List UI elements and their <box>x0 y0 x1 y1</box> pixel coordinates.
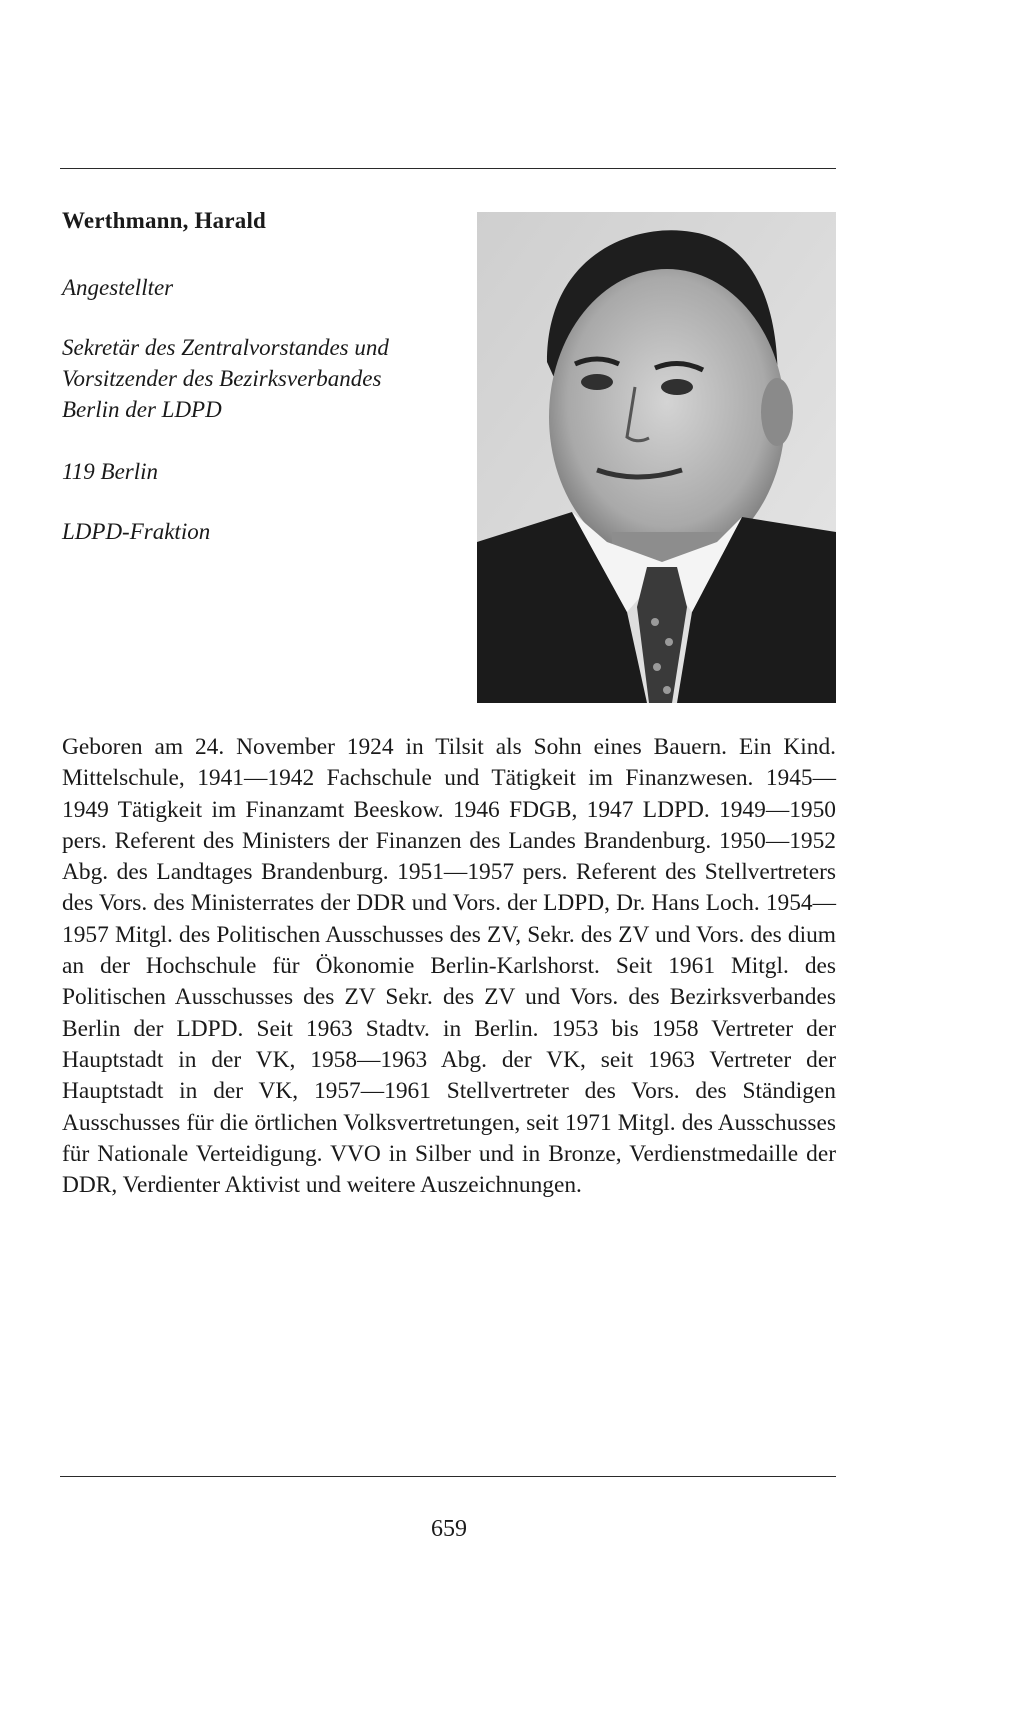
bottom-rule <box>60 1476 836 1477</box>
biography-text: Geboren am 24. November 1924 in Tilsit als Sohn eines Bauern. Ein Kind. Mittelschule, 1941—1942 Fachschule und Tätigkeit im Finanzwesen. 1945—1949 Tätigkeit im Finanzamt Beeskow. 1946 FDGB, 1947 LDPD. 1949—1950 pers. Referent des Ministers der Finanzen des Landes Brandenburg. 1950—1952 Abg. des Landtages Brandenburg. 1951—1957 pers. Referent des Stellvertreters des Vors. des Ministerrates der DDR und Vors. der LDPD, Dr. Hans Loch. 1954—1957 Mitgl. des Politischen Ausschusses des ZV, Sekr. des ZV und Vors. des dium an der Hochschule für Ökonomie Berlin-Karlshorst. Seit 1961 Mitgl. des Politischen Ausschusses des ZV Sekr. des ZV und Vors. des Bezirksverbandes Berlin der LDPD. Seit 1963 Stadtv. in Berlin. 1953 bis 1958 Vertreter der Hauptstadt in der VK, 1958—1963 Abg. der VK, seit 1963 Vertreter der Hauptstadt in der VK, 1957—1961 Stellvertreter des Vors. des Ständigen Ausschusses für die örtlichen Volksvertretungen, seit 1971 Mitgl. des Ausschusses für Nationale Verteidigung. VVO in Silber und in Bronze, Verdienstmedaille der DDR, Verdienter Aktivist und weitere Auszeichnungen. <box>62 734 836 1199</box>
city: 119 Berlin <box>62 459 159 484</box>
portrait-photo <box>477 212 836 703</box>
position-title: Sekretär des Zentralvorstandes und Vorsitzender des Bezirksverbandes Berlin der LDPD <box>62 335 389 422</box>
page-number: 659 <box>431 1516 467 1542</box>
person-name: Werthmann, Harald <box>62 208 267 233</box>
occupation: Angestellter <box>62 275 174 300</box>
top-rule <box>60 168 836 169</box>
faction: LDPD-Fraktion <box>62 519 211 544</box>
